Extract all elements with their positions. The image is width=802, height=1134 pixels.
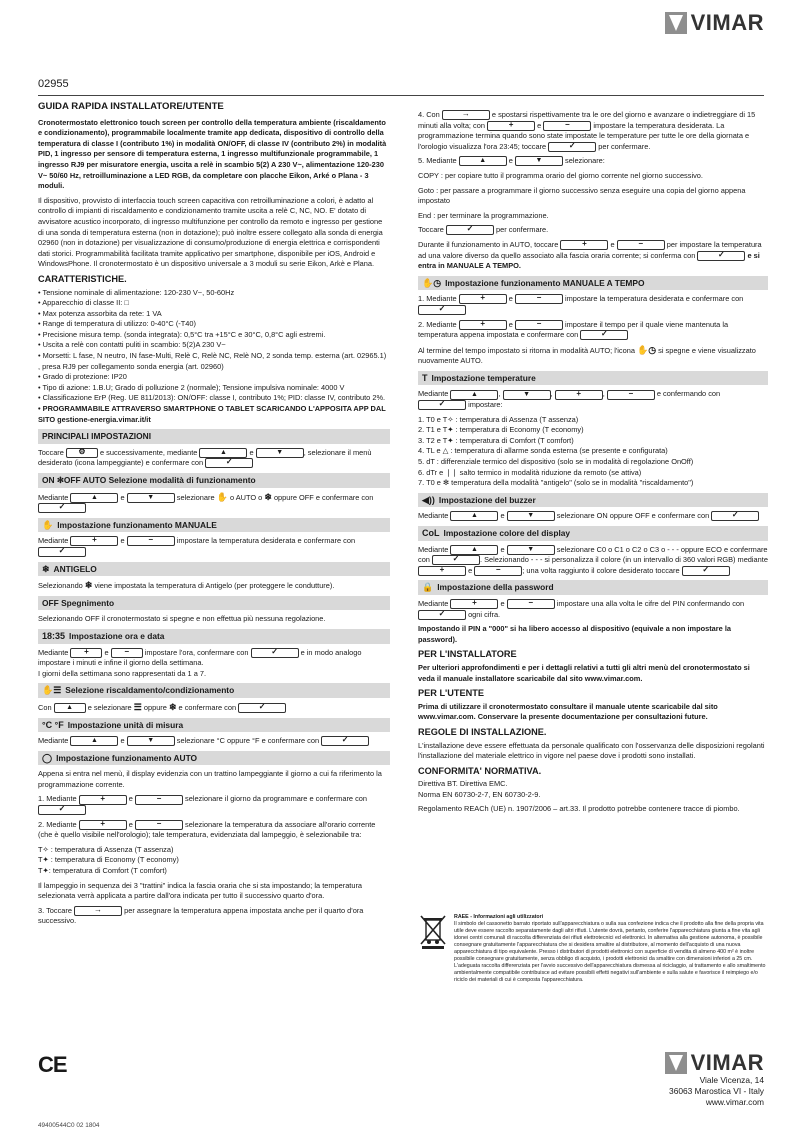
temperature-icon: T (422, 372, 428, 383)
left-column (38, 102, 390, 931)
mode-selection-text: Mediante ▲ e ▼ selezionare ✋ o AUTO o ❄ oppure OFF e confermare con ✓ (38, 492, 390, 514)
temperatures-list (418, 415, 768, 489)
rules-title: REGOLE DI INSTALLAZIONE. (418, 726, 547, 737)
vimar-footer-logo (665, 1050, 764, 1076)
temps-intro: Mediante ▲ , ▼ , + , − e confermando con ✓ impostare: (418, 389, 768, 410)
auto-running-text: Durante il funzionamento in AUTO, toccare + e − per impostare la temperatura ad una valore diverso da quello associato alla fascia oraria corrente; si conferma con ✓ e si entra in MANUALE A TEMPO. (418, 240, 768, 272)
vimar-logo-icon (665, 12, 687, 34)
clock-text: Mediante + e − impostare l'ora, confermare con ✓ e in modo analogo impostare i minuti e infine il giorno della settimana. I giorni della settimana sono rappresentati da 1 a 7. (38, 648, 390, 680)
temperature-item: 4. TL e △ : temperatura di allarme sonda esterna (se presente e configurata) (418, 446, 668, 456)
user-title: PER L'UTENTE (418, 688, 484, 699)
off-text: Selezionando OFF il cronotermostato si spegne e non effettua più nessuna regolazione. (38, 614, 326, 624)
color-text: Mediante ▲ e ▼ selezionare C0 o C1 o C2 o C3 o - - - oppure ECO e confermare con ✓ . Selezionando - - - si personalizza il colore (in un intervallo di 360 valori RGB) mediante + e − ; una volta raggiunto il colore desiderato toccare ✓ (418, 545, 768, 577)
char-item: • Tensione nominale di alimentazione: 120-230 V~, 50-60Hz (38, 287, 235, 297)
confirm-button-icon (418, 305, 466, 315)
char-item: • Max potenza assorbita da rete: 1 VA (38, 308, 162, 318)
confirm-button-icon (238, 703, 286, 713)
section-clock: 18:35 Impostazione ora e data (38, 629, 390, 644)
raee-text: Il simbolo del cassonetto barrato riportato sull'apparecchiatura o sulla sua confezione indica che il prodotto alla fine della propria vita utile deve essere raccolto separatamente dagli altri rifiuti. L'utente dovrà, pertanto, conferire l'apparecchiatura giunta a fine vita agli idonei centri comunali di raccolta differenziata dei rifiuti elettrotecnici ed elettronici. In alternativa alla gestione autonoma, è possibile consegnare gratuitamente l'apparecchiatura che si desidera smaltire al distributore, al momento dell'acquisto di una nuova apparecchiatura di tipo equivalente. Presso i distributori di prodotti elettronici con superficie di vendita di almeno 400 m² è inoltre possibile consegnare gratuitamente, senza obbligo di acquisto, i prodotti elettronici da smaltire con dimensioni inferiori a 25 cm. L'adeguata raccolta differenziata per l'avvio successivo dell'apparecchiatura dismessa al riciclaggio, al trattamento e allo smaltimento ambientalmente compatibile contribuisce ad evitare possibili effetti negativi sull'ambiente e sulla salute e favorisce il reimpiego e/o riciclo dei materiali di cui è composta l'apparecchiatura. (454, 921, 766, 983)
confirm-button-icon (38, 805, 86, 815)
temperature-item: 2. T1 e T✦ : temperatura di Economy (T economy) (418, 425, 584, 435)
char-item: • Grado di protezione: IP20 (38, 372, 127, 382)
down-button-icon (507, 511, 555, 521)
plus-button-icon (70, 536, 118, 546)
section-temperatures: T Impostazione temperature (418, 371, 768, 386)
up-button-icon (199, 448, 247, 458)
plus-button-icon (79, 820, 127, 830)
confirm-button-icon (418, 610, 466, 620)
section-antigelo: ❄ ANTIGELO (38, 562, 390, 577)
down-button-icon (503, 390, 551, 400)
conformity-l1: Direttiva BT. Direttiva EMC. Norma EN 60730-2-7, EN 60730-2-9. (418, 779, 541, 799)
settings-button-icon (66, 448, 98, 458)
confirm-button-icon (548, 142, 596, 152)
section-main-settings: PRINCIPALI IMPOSTAZIONI (38, 429, 390, 444)
section-mode-selection: ON ✻OFF AUTO Selezione modalità di funzionamento (38, 473, 390, 488)
snowflake-icon: ❄ (42, 563, 50, 574)
down-button-icon (507, 545, 555, 555)
doc-code: 02955 (38, 78, 69, 90)
raee-block (418, 914, 768, 984)
plus-button-icon (79, 795, 127, 805)
down-button-icon (127, 493, 175, 503)
confirm-button-icon (446, 225, 494, 235)
confirm-button-icon (711, 511, 759, 521)
minus-button-icon (543, 121, 591, 131)
timed-step-1: 1. Mediante + e − impostare la temperatura desiderata e confermare con ✓ (418, 294, 768, 315)
end-option: End : per terminare la programmazione. (418, 210, 549, 220)
goto-option: Goto : per passare a programmare il giorno successivo senza eseguire una copia del giorno appena impostato (418, 185, 746, 206)
confirm-button-icon (418, 400, 466, 410)
minus-button-icon (515, 294, 563, 304)
plus-button-icon (555, 390, 603, 400)
manual-text: Mediante + e − impostare la temperatura desiderata e confermare con ✓ (38, 536, 390, 557)
down-button-icon (256, 448, 304, 458)
ce-mark: CE (38, 1052, 67, 1077)
confirm-button-icon (38, 547, 86, 557)
confirm-button-icon (682, 566, 730, 576)
plus-button-icon (459, 320, 507, 330)
temperature-item: 5. dT : differenziale termico del dispositivo (solo se in modalità di regolazione OnOff) (418, 457, 694, 467)
right-arrow-button-icon (442, 110, 490, 120)
auto-temps: T✧ : temperatura di Assenza (T assenza) T✦ : temperatura di Economy (T economy) T✦: temperatura di Comfort (T comfort) (38, 844, 179, 876)
installer-text: Per ulteriori approfondimenti e per i dettagli relativi a tutti gli altri menù del cronotermostato si veda il manuale installatore scaricabile dal sito www.vimar.com. (418, 662, 750, 683)
up-button-icon (70, 493, 118, 503)
auto-circle-icon: ◯ (42, 752, 53, 763)
intro-bold: Cronotermostato elettronico touch screen per controllo della temperatura ambiente (riscaldamento e condizionamento), programmabile localmente tramite app dedicata, dispositivo di controllo della temperatura di classe I (contributo 1%) in modalità ON/OFF, di classe IV (contributo 2%) in modalità PID, 1 ingresso per sensore di temperatura esterna, 1 ingresso multifunzionale programmabile, 1 ingresso RJ9 per misuratore energia, uscita a relè in scambio 5(2) A 230 V~, alimentazione 120-230 V~ 50/60 Hz, retroilluminazione a LED RGB, da completare con placche Eikon, Arké o Plana - 3 moduli. (38, 117, 387, 191)
heat-cool-icon: ✋☰ (42, 685, 62, 696)
hand-icon: ✋ (216, 491, 228, 502)
char-item: • Apparecchio di classe II: □ (38, 298, 129, 308)
confirm-button-icon (251, 648, 299, 658)
guide-title: GUIDA RAPIDA INSTALLATORE/UTENTE (38, 101, 224, 112)
main-settings-text: Toccare ⚙ e successivamente, mediante ▲ e ▼ , selezionare il menù desiderato (icona lampeggiante) e confermare con ✓ (38, 448, 390, 469)
down-button-icon (515, 156, 563, 166)
header-rule (38, 95, 764, 96)
clock-display-icon: 18:35 (42, 630, 66, 641)
crossed-bin-icon (418, 914, 448, 950)
char-item: • Range di temperatura di utilizzo: 0-40°C (-T40) (38, 319, 196, 329)
confirm-button-icon (38, 503, 86, 513)
address: Viale Vicenza, 14 36063 Marostica VI - Italy www.vimar.com (669, 1075, 764, 1107)
section-heat-cool: ✋☰ Selezione riscaldamento/condizionamento (38, 683, 390, 698)
plus-button-icon (450, 599, 498, 609)
auto-step-3: 3. Toccare → per assegnare la temperatura appena impostata anche per il quarto d'ora successivo. (38, 906, 390, 927)
hand-clock-icon: ✋◷ (637, 344, 657, 355)
section-buzzer: ◀)) Impostazione del buzzer (418, 493, 768, 508)
minus-button-icon (474, 566, 522, 576)
up-button-icon (459, 156, 507, 166)
minus-button-icon (507, 599, 555, 609)
char-item: • Classificazione ErP (Reg. UE 811/2013): ON/OFF: classe I, contributo 1%; PID: classe IV, contributo 2%. (38, 393, 386, 403)
section-color: CoL Impostazione colore del display (418, 526, 768, 541)
buzzer-text: Mediante ▲ e ▼ selezionare ON oppure OFF e confermare con ✓ (418, 511, 768, 522)
confirm-button-icon (205, 458, 253, 468)
up-button-icon (450, 390, 498, 400)
hand-icon: ✋ (42, 519, 54, 530)
temperature-item: 3. T2 e T✦ : temperatura di Comfort (T comfort) (418, 435, 574, 445)
char-item: • PROGRAMMABILE ATTRAVERSO SMARTPHONE O TABLET SCARICANDO L'APPOSITA APP DAL SITO gestione-energia.vimar.it/it (38, 404, 386, 424)
characteristics-title: CARATTERISTICHE. (38, 273, 127, 284)
auto-step-1: 1. Mediante + e − selezionare il giorno da programmare e confermare con ✓ (38, 794, 390, 815)
timed-end-text: Al termine del tempo impostato si ritorna in modalità AUTO; l'icona ✋◷ si spegne e viene visualizzato nuovamente AUTO. (418, 344, 756, 366)
minus-button-icon (135, 795, 183, 805)
minus-button-icon (617, 240, 665, 250)
auto-sequence: Il lampeggio in sequenza dei 3 "trattini" indica la fascia oraria che si sta impostando; la temperatura selezionata verrà applicata a partire dall'ora indicata per tutto il successivo quarto d'ora. (38, 880, 363, 901)
minus-button-icon (607, 390, 655, 400)
char-item: • Tipo di azione: 1.B.U; Grado di polluzione 2 (normale); Tensione impulsiva nominale: 4000 V (38, 382, 345, 392)
vimar-logo-icon (665, 1052, 687, 1074)
up-button-icon (450, 545, 498, 555)
section-manual: ✋ Impostazione funzionamento MANUALE (38, 518, 390, 533)
up-button-icon (450, 511, 498, 521)
down-button-icon (127, 736, 175, 746)
installer-title: PER L'INSTALLATORE (418, 649, 517, 660)
section-unit: °C °F Impostazione unità di misura (38, 718, 390, 733)
advance-button-icon (74, 906, 122, 916)
auto-intro: Appena si entra nel menù, il display evidenzia con un trattino lampeggiante il giorno a cui fa riferimento la programmazione corrente. (38, 769, 382, 789)
plus-button-icon (560, 240, 608, 250)
temperature-item: 1. T0 e T✧ : temperatura di Assenza (T assenza) (418, 414, 579, 424)
confirm-button-icon (580, 330, 628, 340)
unit-text: Mediante ▲ e ▼ selezionare °C oppure °F e confermare con ✓ (38, 736, 390, 747)
characteristics-list (38, 288, 390, 426)
temperature-item: 6. dTr e ❘❘ salto termico in modalità riduzione da remoto (se attiva) (418, 467, 642, 477)
intro-text: Il dispositivo, provvisto di interfaccia touch screen capacitiva con retroilluminazione a colori, è adatto al controllo di impianti di riscaldamento e condizionamento tramite uscita a relè C, NC, NO. E' dotato di avvisatore acustico incorporato, di ingresso multifunzione per controllo da remoto e ingresso per gestione di una sonda di temperatura esterna (non in dotazione); può inoltre essere collegato alla sonda di energia 02960 (non in dotazione) per visualizzazione di consumo/produzione di energia elettrica e corrispondenti dati storici. Programmabilità facilitata tramite applicativo per smartphone, disponibile per iOS, Android e WindowsPhone. Il cronotermostato è un dispositivo universale a 3 moduli su serie Eikon, Arkè e Plana. (38, 195, 383, 269)
section-password: 🔒 Impostazione della password (418, 580, 768, 595)
vimar-logo-text: VIMAR (690, 10, 764, 35)
plus-button-icon (418, 566, 466, 576)
user-text: Prima di utilizzare il cronotermostato consultare il manuale utente scaricabile dal sito www.vimar.com. Conservare la presente documentazione per consultazioni future. (418, 701, 718, 722)
snowflake-icon: ❄ (264, 491, 272, 502)
conformity-title: CONFORMITA' NORMATIVA. (418, 765, 542, 776)
snowflake-icon: ❄ (84, 580, 93, 591)
raee-title: RAEE - Informazioni agli utilizzatori (454, 914, 544, 920)
antigelo-text: Selezionando ❄ viene impostata la temperatura di Antigelo (per proteggere le condutture). (38, 580, 335, 591)
minus-button-icon (515, 320, 563, 330)
radiator-icon: ☰ (133, 701, 142, 712)
minus-button-icon (135, 820, 183, 830)
plus-button-icon (487, 121, 535, 131)
hand-clock-icon: ✋◷ (422, 277, 442, 288)
plus-button-icon (459, 294, 507, 304)
confirm-button-icon (321, 736, 369, 746)
heat-cool-text: Con ▲ e selezionare ☰ oppure ❄ e confermare con ✓ (38, 702, 390, 714)
confirm-button-icon (697, 251, 745, 261)
celsius-fahrenheit-icon: °C °F (42, 719, 64, 730)
temperature-item: 7. T0 e ✻ temperatura della modalità "antigelo" (solo se in modalità "riscaldamento") (418, 478, 694, 488)
plus-button-icon (70, 648, 102, 658)
auto-step-5: 5. Mediante ▲ e ▼ selezionare: (418, 156, 768, 167)
section-timed-manual: ✋◷ Impostazione funzionamento MANUALE A TEMPO (418, 276, 768, 291)
minus-button-icon (127, 536, 175, 546)
char-item: • Uscita a relè con contatti puliti in scambio: 5(2)A 230 V~ (38, 340, 226, 350)
color-icon: CoL (422, 528, 440, 538)
char-item: • Morsetti: L fase, N neutro, IN fase-Multi, Relè C, Relè NC, Relè NO, 2 sonda temp. esterna (art. 02965.1) , presa RJ9 per collegamento sonda energia (art. 02960) (38, 351, 387, 371)
up-button-icon (70, 736, 118, 746)
minus-button-icon (111, 648, 143, 658)
password-text: Mediante + e − impostare una alla volta le cifre del PIN confermando con ✓ ogni cifra. (418, 599, 768, 620)
confirm-line: Toccare ✓ per confermare. (418, 225, 768, 236)
rules-text: L'installazione deve essere effettuata da personale qualificato con l'osservanza delle disposizioni regolanti l'installazione del materiale elettrico in vigore nel paese dove i prodotti sono installati. (418, 740, 765, 761)
up-button-icon (54, 703, 86, 713)
vimar-logo-text: VIMAR (690, 1050, 764, 1075)
auto-step-2: 2. Mediante + e − selezionare la temperatura da associare all'orario corrente (che è quello visibile nell'orologio); tale temperatura, evidenziata dal lampeggio, è selezionabile tra: (38, 820, 390, 841)
right-column (418, 110, 768, 819)
snowflake-icon: ❄ (168, 701, 177, 712)
password-note: Impostando il PIN a "000" si ha libero accesso al dispositivo (equivale a non impostare la password). (418, 624, 731, 644)
copy-option: COPY : per copiare tutto il programma orario del giorno corrente nel giorno successivo. (418, 170, 703, 180)
lock-icon: 🔒 (422, 582, 434, 593)
confirm-button-icon (432, 555, 480, 565)
speaker-icon: ◀)) (422, 494, 435, 505)
timed-step-2: 2. Mediante + e − impostare il tempo per il quale viene mantenuta la temperatura appena impostata e confermare con ✓ (418, 320, 768, 341)
conformity-l3: Regolamento REACh (UE) n. 1907/2006 – art.33. Il prodotto potrebbe contenere tracce di piombo. (418, 804, 740, 814)
vimar-logo (665, 10, 764, 36)
auto-step-4: 4. Con → e spostarsi rispettivamente tra le ore del giorno e avanzare o indietreggiare di 15 minuti alla volta; con + e − impostare la temperatura desiderata. La programmazione termina quando sono state impostate le temperature per tutte le ore della giornata e l'orologio visualizza l'ora 23:45; toccare ✓ per confermare. (418, 110, 768, 152)
section-auto: ◯ Impostazione funzionamento AUTO (38, 751, 390, 766)
char-item: • Precisione misura temp. (sonda integrata): 0,5°C tra +15°C e 30°C, 0,8°C agli estremi. (38, 329, 326, 339)
footer-code: 49400544C0 02 1804 (38, 1122, 100, 1129)
section-off: OFF Spegnimento (38, 596, 390, 611)
